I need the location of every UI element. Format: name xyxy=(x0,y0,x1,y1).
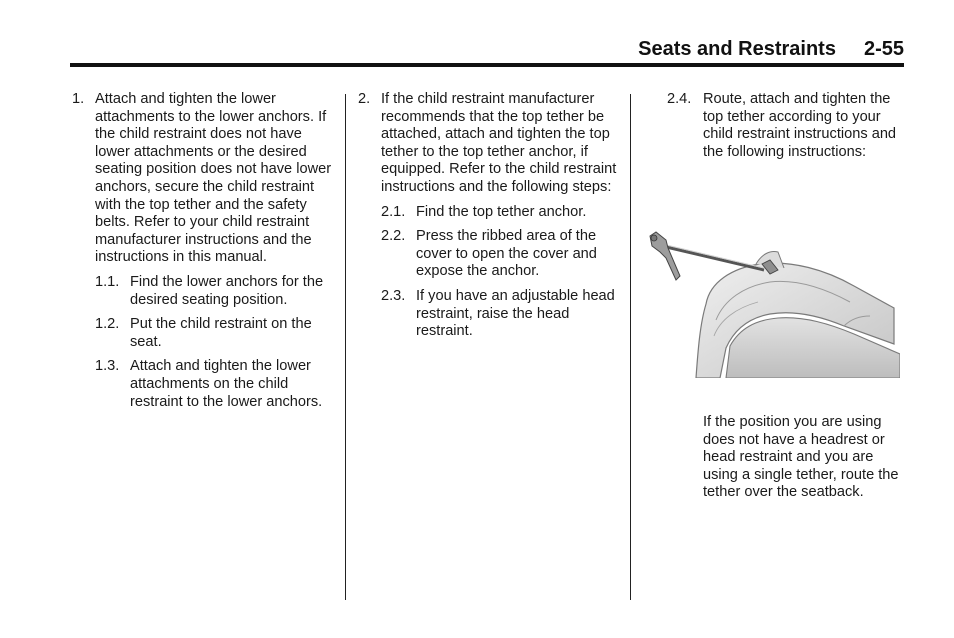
seat-tether-illustration xyxy=(644,224,900,378)
step-number: 2.3. xyxy=(381,287,406,304)
step-2-4 xyxy=(667,91,907,161)
header-rule xyxy=(70,63,904,67)
step-text: Find the top tether anchor. xyxy=(416,203,587,220)
tether-strap xyxy=(662,246,764,270)
step-text: If you have an adjustable head restraint, raise the head restraint. xyxy=(416,287,615,340)
column-3 xyxy=(667,91,907,161)
page-number: 2-55 xyxy=(863,38,904,60)
step-number: 2.4. xyxy=(667,91,692,107)
step-1 xyxy=(72,91,334,267)
step-number: 1.2. xyxy=(95,316,120,333)
step-number: 1. xyxy=(72,91,85,107)
step-2-1 xyxy=(381,204,620,222)
step-1-1 xyxy=(95,274,334,309)
step-2-2 xyxy=(381,228,620,281)
column-1 xyxy=(72,91,334,411)
column-2 xyxy=(358,91,620,341)
tether-hook-ring xyxy=(651,235,657,241)
step-1-3 xyxy=(95,358,334,411)
column-divider-1 xyxy=(345,94,346,600)
step-text: Attach and tighten the lower attachments on the child restraint to the lower anchors. xyxy=(130,358,323,410)
step-2 xyxy=(358,91,620,197)
column-3-note xyxy=(703,414,907,502)
step-text: Attach and tighten the lower attachments to the lower anchors. If the child restraint does not have lower attachments or the desired seating position does not have lower anchors, secure the child restraint with the top tether and the safety belts. Refer to your child restraint manufacturer instructions and the instructions in this manual. xyxy=(95,91,332,266)
step-1-2 xyxy=(95,316,334,351)
tether-strap-highlight xyxy=(662,244,764,268)
step-text: Press the ribbed area of the cover to open the cover and expose the anchor. xyxy=(416,228,597,280)
step-number: 2.1. xyxy=(381,203,406,220)
step-number: 2.2. xyxy=(381,228,406,245)
step-number: 2. xyxy=(358,91,371,107)
section-title: Seats and Restraints xyxy=(638,38,836,60)
column-divider-2 xyxy=(630,94,631,600)
step-number: 1.3. xyxy=(95,358,120,375)
step-number: 1.1. xyxy=(95,273,120,290)
tether-note-text: If the position you are using does not have a headrest or head restraint and you are using a single tether, route the tether over the seatback. xyxy=(703,414,899,501)
step-text: If the child restraint manufacturer recommends that the top tether be attached, attach and tighten the top tether to the top tether anchor, if equipped. Refer to the child restraint instructions and the following steps: xyxy=(381,91,617,195)
step-text: Route, attach and tighten the top tether according to your child restraint instructions and the following instructions: xyxy=(703,91,897,160)
step-2-3 xyxy=(381,288,620,341)
step-text: Put the child restraint on the seat. xyxy=(130,316,312,350)
page-header xyxy=(638,38,904,61)
step-text: Find the lower anchors for the desired seating position. xyxy=(130,273,324,308)
